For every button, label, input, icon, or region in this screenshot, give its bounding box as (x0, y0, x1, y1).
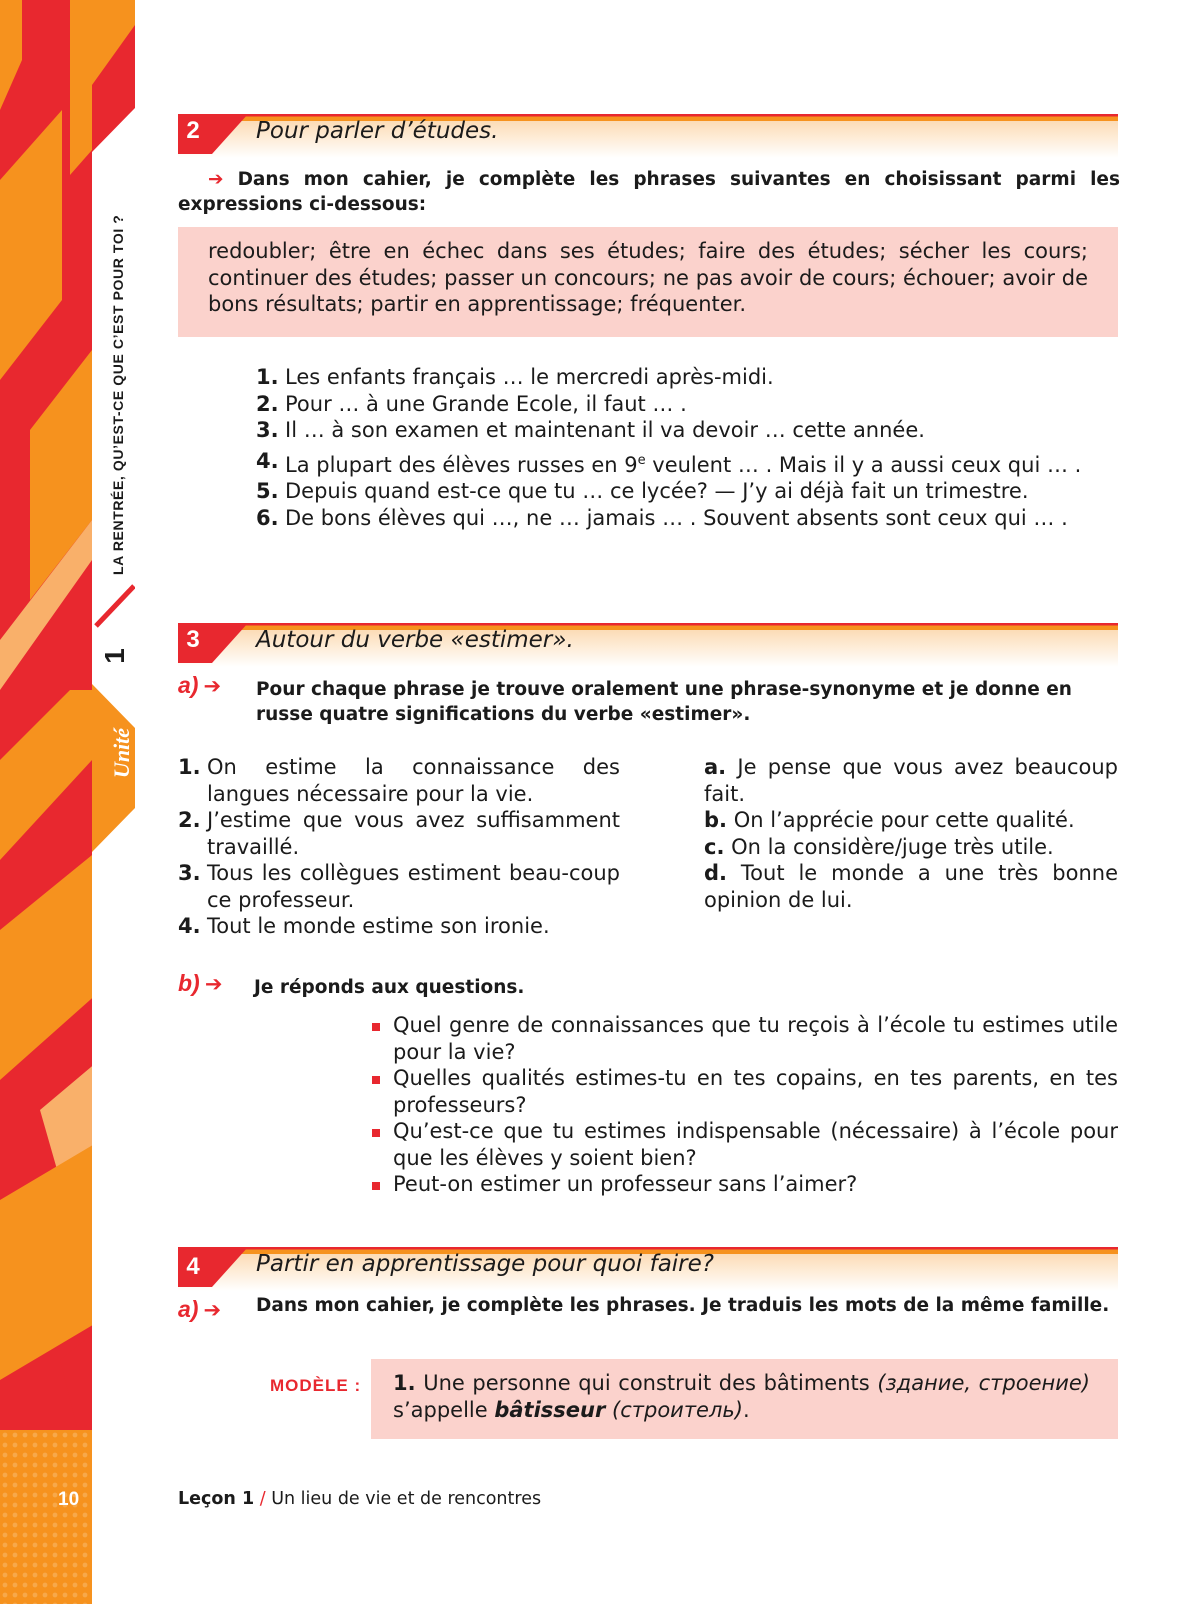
modele-bold-word: bâtisseur (494, 1397, 606, 1422)
item-text-a: La plupart des élèves russes en 9 (285, 452, 638, 477)
section-3-left-list (178, 754, 620, 940)
superscript: e (637, 452, 646, 468)
section-2-title: Pour parler d’études. (256, 118, 499, 144)
list-item (704, 860, 1118, 913)
modele-box (371, 1359, 1118, 1439)
modele-text-d: . (742, 1397, 750, 1422)
section-2-number: 2 (186, 117, 200, 144)
page-footer (178, 1489, 541, 1509)
section-3-a-instruction: Pour chaque phrase je trouve oralement une phrase-synonyme et je donne en russe quatre significations du verbe «estimer». (256, 679, 1072, 725)
sublabel-a: a) (178, 672, 199, 698)
item-number: 3. (256, 418, 279, 442)
expressions-text: redoubler; être en échec dans ses études; faire des études; sécher les cours; continuer des études; passer un concours; ne pas avoir de cours; échouer; avoir de bons résultats; partir en apprentissage; fréquenter. (208, 239, 1088, 316)
footer-lesson: Leçon 1 (178, 1489, 255, 1509)
list-item (178, 754, 620, 807)
item-text: Depuis quand est-ce que tu … ce lycée? — J’y ai déjà fait un trimestre. (285, 479, 1029, 503)
question-item: Quel genre de connaissances que tu reçois à l’école tu estimes utile pour la vie? (372, 1012, 1118, 1065)
item-number: 4. (256, 448, 279, 473)
arrow-icon: ➔ (203, 1298, 222, 1322)
item-text: Tout le monde a une très bonne opinion de lui. (704, 861, 1118, 912)
item-number: 2. (256, 391, 279, 416)
modele-text-b: s’appelle (393, 1397, 495, 1422)
sublabel-a: a) (178, 1296, 199, 1322)
section-3-right-list (704, 754, 1118, 913)
modele-text-a: Une personne qui construit des bâtiments (423, 1371, 878, 1395)
section-2-instruction (178, 167, 1120, 217)
section-4-number: 4 (186, 1253, 200, 1280)
item-letter: a. (704, 755, 727, 779)
question-item: Peut-on estimer un professeur sans l’aimer? (372, 1171, 1118, 1198)
sidebar-decoration (0, 0, 135, 1604)
item-letter: c. (704, 834, 725, 859)
item-number: 1. (256, 365, 279, 389)
section-4-header (178, 1247, 1118, 1291)
expressions-box (178, 227, 1118, 337)
section-2-sentence-list (256, 364, 1118, 531)
item-text: On estime la connaissance des langues nécessaire pour la vie. (207, 755, 620, 806)
unit-title-text: LA RENTRÉE, QU’EST-CE QUE C’EST POUR TOI ? (110, 214, 126, 575)
modele-italic-a: (здание, строение) (877, 1371, 1091, 1395)
item-number: 1. (178, 755, 201, 779)
item-text: Pour … à une Grande Ecole, il faut … . (285, 391, 687, 416)
modele-italic-b: (строитель) (612, 1397, 743, 1422)
item-number: 4. (178, 914, 201, 938)
arrow-icon: ➔ (208, 169, 224, 190)
arrow-icon: ➔ (204, 972, 223, 996)
question-item: Quelles qualités estimes-tu en tes copains, en tes parents, en tes professeurs? (372, 1065, 1118, 1118)
item-text-b: veulent … . Mais il y a aussi ceux qui … . (645, 452, 1082, 477)
section-2-header (178, 114, 1118, 158)
section-4-title: Partir en apprentissage pour quoi faire? (256, 1251, 715, 1277)
section-2-instruction-text: Dans mon cahier, je complète les phrases suivantes en choisissant parmi les expressions ci-dessous: (178, 169, 1120, 215)
list-item (704, 754, 1118, 807)
item-text: Tous les collègues estiment beau-coup ce professeur. (207, 861, 620, 912)
list-item (178, 807, 620, 860)
item-text: J’estime que vous avez suffisamment travaillé. (207, 808, 620, 859)
modele-number: 1. (393, 1371, 416, 1395)
list-item (704, 834, 1118, 861)
list-item (178, 860, 620, 913)
item-text: De bons élèves qui …, ne … jamais … . Souvent absents sont ceux qui … . (285, 505, 1068, 530)
item-text: Je pense que vous avez beaucoup fait. (704, 755, 1118, 806)
list-item (704, 807, 1118, 834)
item-text: On la considère/juge très utile. (731, 834, 1054, 859)
item-letter: d. (704, 861, 728, 885)
list-item (256, 417, 1118, 444)
section-3-b-label (178, 970, 222, 997)
section-4-a-label (178, 1296, 221, 1323)
list-item (256, 478, 1118, 505)
section-4-a-instruction: Dans mon cahier, je complète les phrases. Je traduis les mots de la même famille. (256, 1295, 1110, 1316)
list-item (256, 505, 1118, 532)
list-item (256, 364, 1118, 391)
item-letter: b. (704, 808, 728, 832)
section-3-b-instruction: Je réponds aux questions. (254, 977, 525, 998)
modele-label: MODÈLE : (270, 1376, 362, 1395)
page-number: 10 (58, 1489, 80, 1510)
list-item (178, 913, 620, 940)
section-3-title: Autour du verbe «estimer». (256, 627, 574, 653)
item-text: On l’apprécie pour cette qualité. (733, 808, 1075, 832)
footer-separator: / (259, 1489, 266, 1509)
item-text: Tout le monde estime son ironie. (207, 914, 550, 938)
arrow-icon: ➔ (203, 674, 222, 698)
footer-title: Un lieu de vie et de rencontres (271, 1489, 542, 1509)
section-3-header (178, 623, 1118, 667)
sublabel-b: b) (178, 970, 200, 996)
question-list (372, 1012, 1118, 1198)
unit-label: Unité (109, 727, 134, 779)
section-3-number: 3 (186, 626, 200, 653)
list-item (256, 391, 1118, 418)
list-item (256, 448, 1118, 479)
item-number: 2. (178, 808, 201, 832)
question-item: Qu’est-ce que tu estimes indispensable (nécessaire) à l’école pour que les élèves y soient bien? (372, 1118, 1118, 1171)
item-number: 6. (256, 505, 279, 530)
item-number: 3. (178, 861, 201, 885)
section-3-a-label (178, 672, 221, 699)
item-text: Il … à son examen et maintenant il va devoir … cette année. (285, 418, 925, 442)
unit-number: 1 (99, 648, 130, 664)
item-number: 5. (256, 479, 279, 503)
item-text: Les enfants français … le mercredi après-midi. (285, 365, 774, 389)
